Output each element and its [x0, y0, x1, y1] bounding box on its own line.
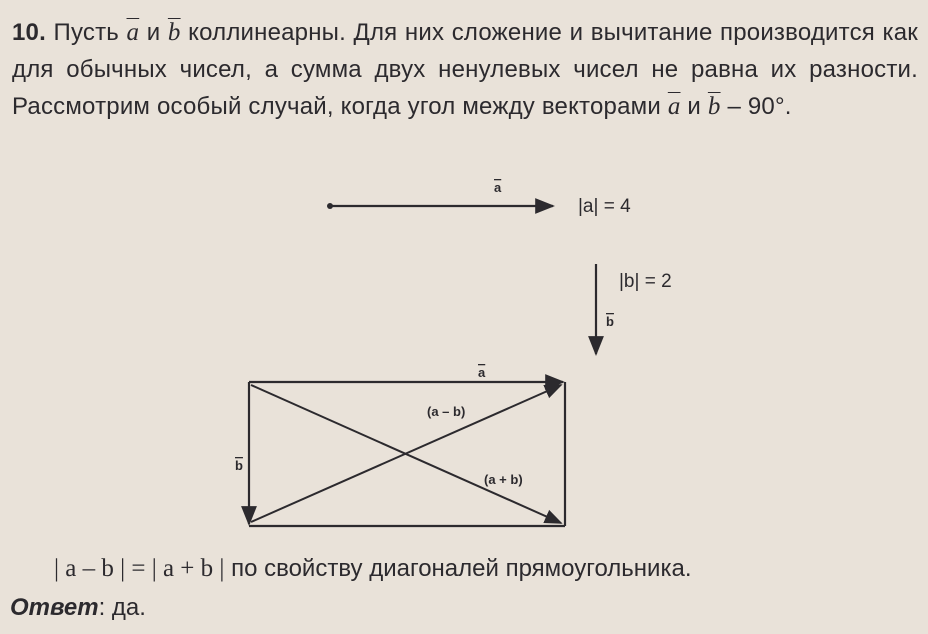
- problem-number: 10.: [12, 19, 46, 46]
- diagonal-minus-label: (a – b): [427, 404, 466, 419]
- problem-body: коллинеарны. Для них сложение и вычитание производится как для обычных чисел, а сумма двух ненулевых чисел не равна их разности. Рассмотрим особый случай, когда угол между векторами: [12, 19, 918, 120]
- vector-b-magnitude: |b| = 2: [619, 271, 672, 292]
- result-text: по свойству диагоналей прямоугольника.: [231, 555, 692, 582]
- vector-a-symbol: $\overline{a}$: [126, 19, 140, 46]
- vector-a-diagram: [327, 180, 631, 217]
- answer-label: Ответ: [10, 594, 99, 621]
- rect-top-label: a: [478, 365, 486, 380]
- angle-conjunction: и: [687, 93, 701, 120]
- diagonal-plus-label: (a + b): [484, 472, 523, 487]
- vector-a-symbol-2: $\overline{a}$: [667, 93, 681, 120]
- rectangle-diagram: [235, 365, 565, 526]
- vector-b-symbol-2: $\overline{b}$: [707, 93, 721, 120]
- answer-line: [10, 594, 146, 622]
- rect-left-label: b: [235, 458, 243, 473]
- vector-b-diagram: [596, 264, 672, 354]
- vector-a-label: a: [494, 180, 502, 195]
- vector-b-label: b: [606, 314, 614, 329]
- result-expression: | a – b | = | a + b |: [54, 555, 225, 582]
- angle-value: – 90°.: [727, 93, 792, 120]
- intro-word: Пусть: [53, 19, 119, 46]
- result-line: [54, 555, 692, 583]
- conjunction: и: [146, 19, 161, 46]
- answer-value: : да.: [98, 594, 146, 621]
- vector-a-magnitude: |a| = 4: [578, 196, 631, 217]
- vector-b-symbol: $\overline{b}$: [167, 19, 181, 46]
